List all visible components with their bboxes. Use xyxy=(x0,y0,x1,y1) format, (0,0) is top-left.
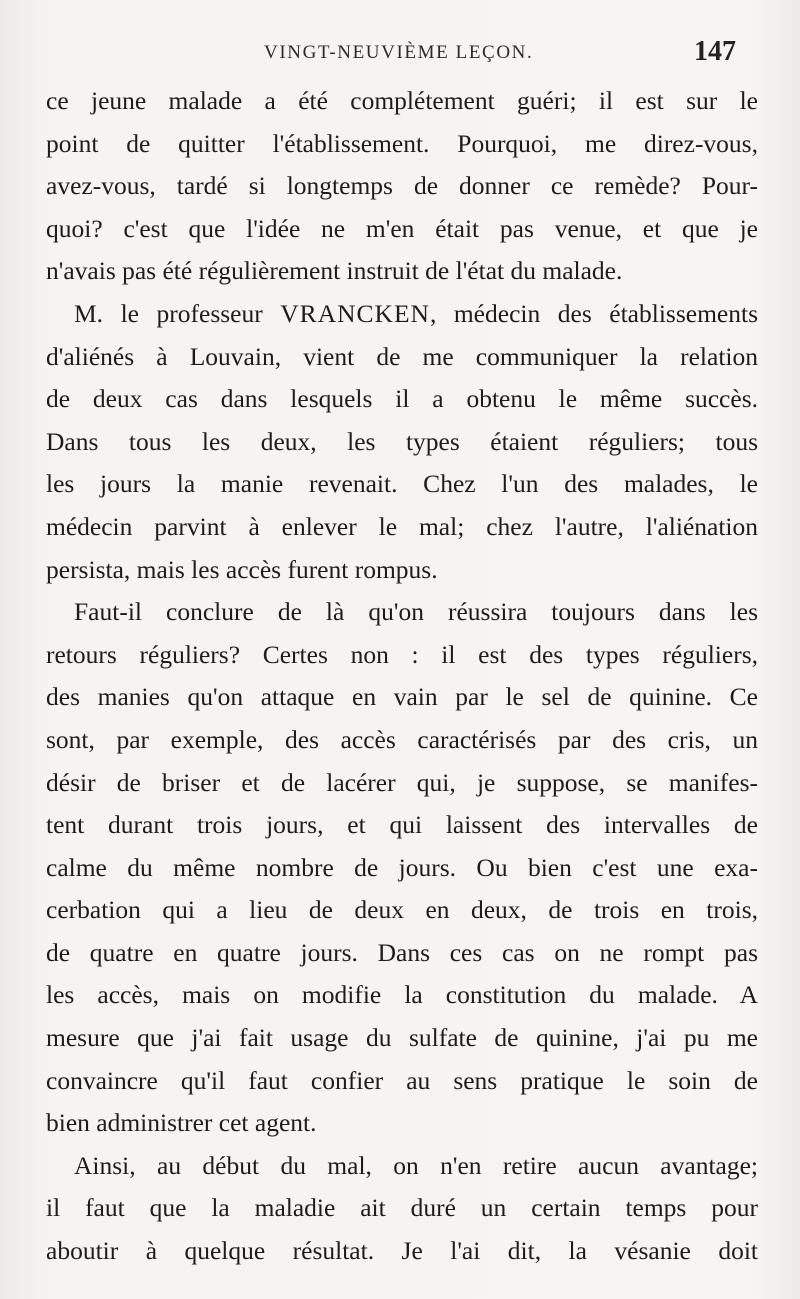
running-title: VINGT-NEUVIÈME LEÇON. xyxy=(264,42,534,63)
text-line: Ainsi, au début du mal, on n'en retire aucun avantage; xyxy=(74,1150,758,1180)
text-line: tent durant trois jours, et qui laissent des intervalles de xyxy=(46,810,758,840)
text-line: les jours la manie revenait. Chez l'un des malades, le xyxy=(46,469,758,499)
text-fragment: M. le professeur xyxy=(74,298,263,328)
text-line: désir de briser et de lacérer qui, je suppose, se manifes- xyxy=(46,767,758,797)
text-line: il faut que la maladie ait duré un certain temps pour xyxy=(46,1193,758,1223)
page-number: 147 xyxy=(694,36,736,67)
author-name: VRANCKEN xyxy=(280,298,430,328)
text-line: Dans tous les deux, les types étaient réguliers; tous xyxy=(46,426,758,456)
text-line: les accès, mais on modifie la constitution du malade. A xyxy=(46,980,758,1010)
text-line: n'avais pas été régulièrement instruit de l'état du malade. xyxy=(46,256,623,286)
body-text xyxy=(46,80,758,1273)
text-line: de quatre en quatre jours. Dans ces cas on ne rompt pas xyxy=(46,937,758,967)
text-fragment: , médecin des établissements xyxy=(429,298,758,328)
text-line: persista, mais les accès furent rompus. xyxy=(46,554,438,584)
text-line-composite xyxy=(46,293,758,336)
text-line: de deux cas dans lesquels il a obtenu le même succès. xyxy=(46,384,758,414)
text-line: Faut-il conclure de là qu'on réussira toujours dans les xyxy=(74,597,758,627)
text-line: aboutir à quelque résultat. Je l'ai dit, la vésanie doit xyxy=(46,1236,758,1266)
text-line: médecin parvint à enlever le mal; chez l'autre, l'aliénation xyxy=(46,511,758,541)
text-line: retours réguliers? Certes non : il est des types réguliers, xyxy=(46,639,758,669)
text-line: ce jeune malade a été complétement guéri; il est sur le xyxy=(46,86,758,115)
text-line: bien administrer cet agent. xyxy=(46,1108,317,1138)
text-line: d'aliénés à Louvain, vient de me communiquer la relation xyxy=(46,341,758,371)
text-line: convaincre qu'il faut confier au sens pratique le soin de xyxy=(46,1065,758,1095)
text-line: sont, par exemple, des accès caractérisés par des cris, un xyxy=(46,724,758,754)
text-line: point de quitter l'établissement. Pourquoi, me direz-vous, xyxy=(46,128,758,158)
text-line: mesure que j'ai fait usage du sulfate de quinine, j'ai pu me xyxy=(46,1023,758,1053)
text-line: cerbation qui a lieu de deux en deux, de trois en trois, xyxy=(46,895,758,925)
text-line: avez-vous, tardé si longtemps de donner ce remède? Pour- xyxy=(46,171,758,201)
running-header xyxy=(0,36,800,70)
text-line: calme du même nombre de jours. Ou bien c'est une exa- xyxy=(46,852,758,882)
text-line: quoi? c'est que l'idée ne m'en était pas venue, et que je xyxy=(46,213,758,243)
text-line: des manies qu'on attaque en vain par le sel de quinine. Ce xyxy=(46,682,758,712)
